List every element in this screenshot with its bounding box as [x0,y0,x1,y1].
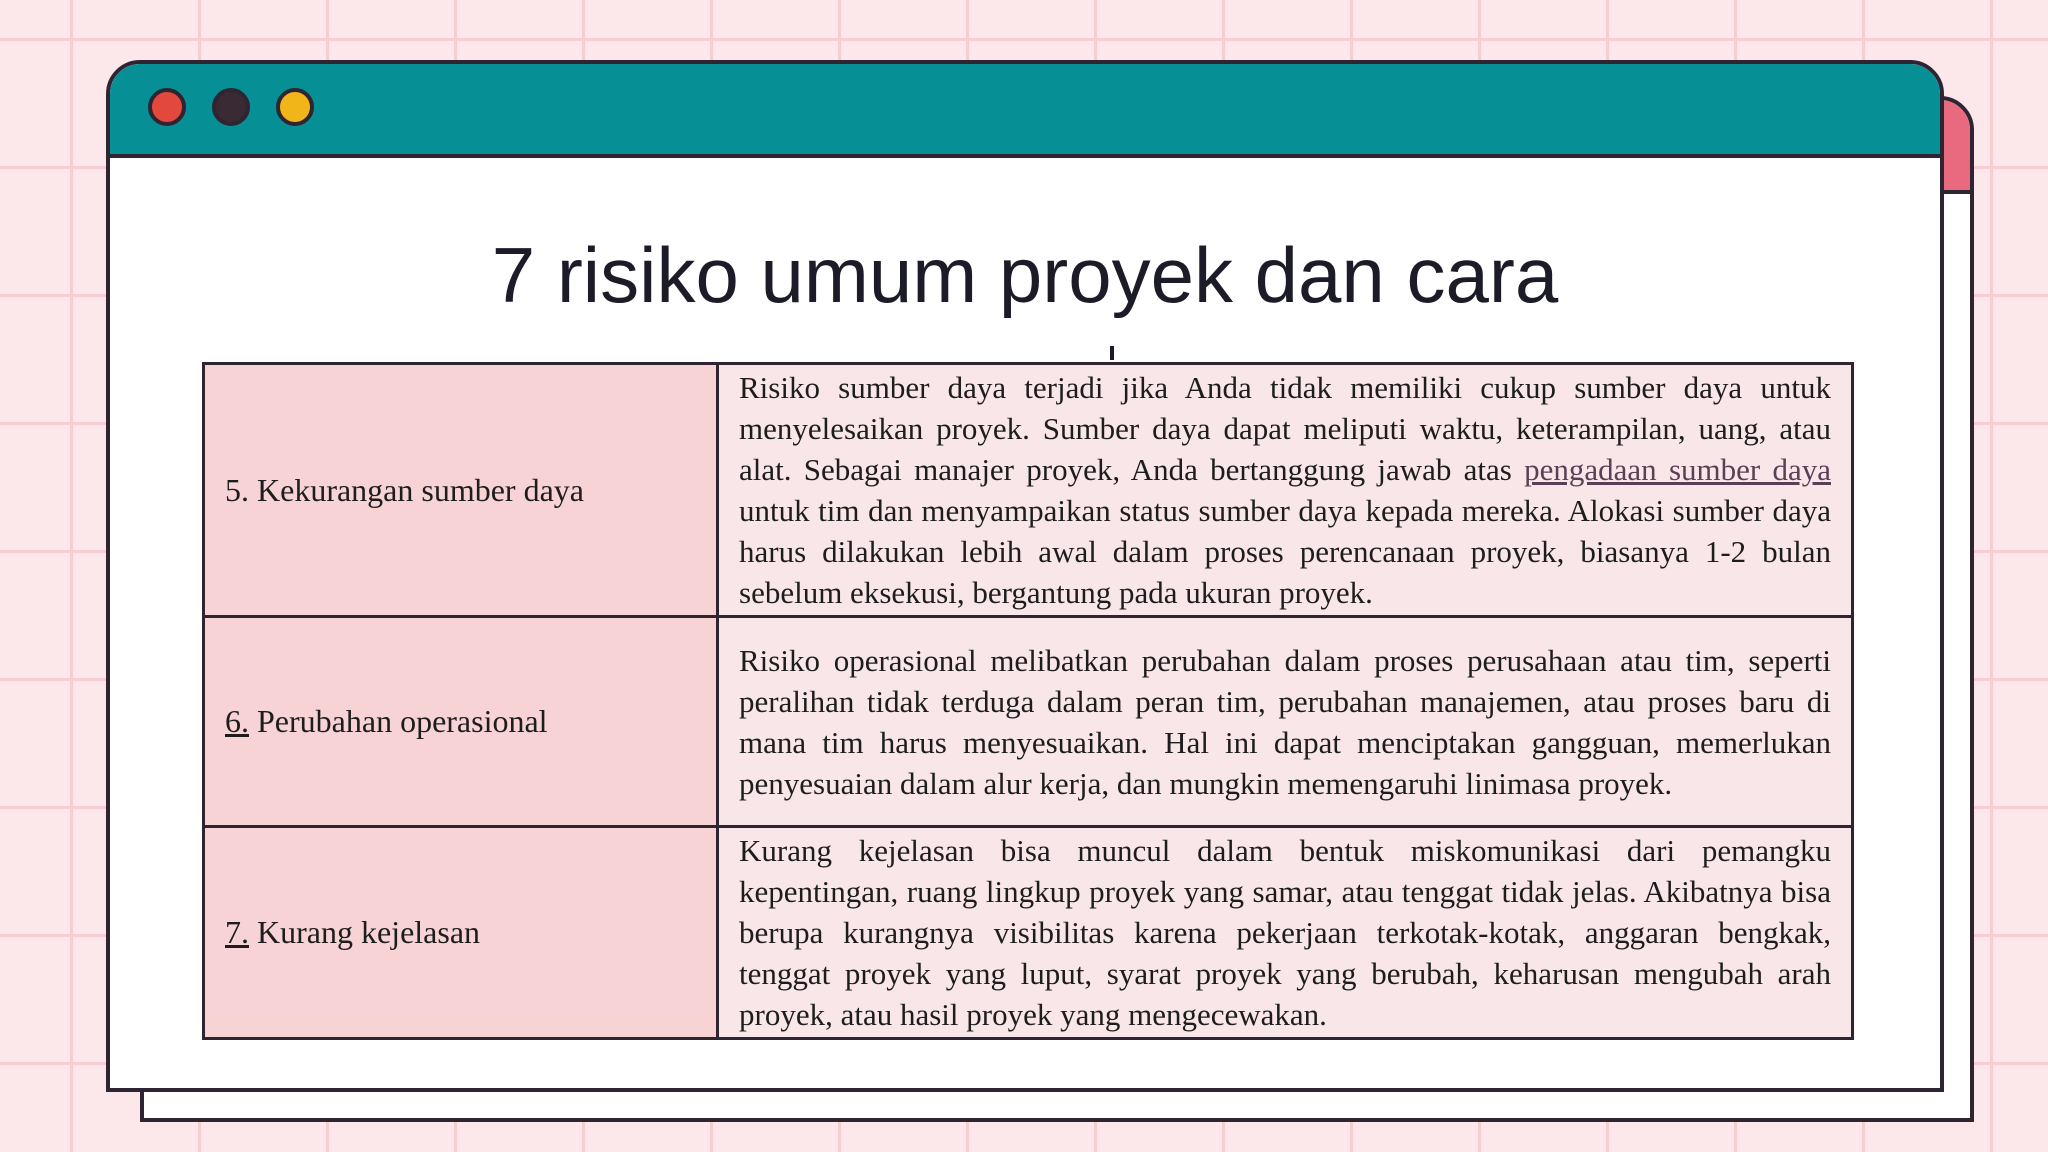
table-row [204,617,1853,827]
risk-name-cell [204,617,718,827]
risk-description: Risiko sumber daya terjadi jika Anda tidak memiliki cukup sumber daya untuk menyelesaikan proyek. Sumber daya dapat meliputi waktu, keterampilan, uang, atau alat. Sebagai manajer proyek, Anda bertanggung jawab atas [739,370,1831,487]
risk-description: Risiko operasional melibatkan perubahan dalam proses perusahaan atau tim, seperti peralihan tidak terduga dalam peran tim, perubahan manajemen, atau proses baru di mana tim harus menyesuaikan. Hal ini dapat menciptakan gangguan, memerlukan penyesuaian dalam alur kerja, dan mungkin memengaruhi linimasa proyek. [739,642,1831,801]
title-tick-mark [1110,346,1114,360]
risk-name-cell [204,827,718,1039]
maximize-dot-icon[interactable] [276,88,314,126]
risk-number: 6. [225,703,249,739]
slide-title: 7 risiko umum proyek dan cara [491,231,1559,319]
window-titlebar [110,64,1940,158]
risk-description-cell [718,617,1853,827]
pengadaan-sumber-daya-link[interactable]: pengadaan sumber daya [1524,452,1831,487]
risk-description: Kurang kejelasan bisa muncul dalam bentuk miskomunikasi dari pemangku kepentingan, ruang lingkup proyek yang samar, atau tenggat tidak jelas. Akibatnya bisa berupa kurangnya visibilitas karena pekerjaan terkotak-kotak, anggaran bengkak, tenggat proyek yang luput, syarat proyek yang berubah, keharusan mengubah arah proyek, atau hasil proyek yang mengecewakan. [739,833,1831,1032]
risk-name-cell [204,364,718,617]
slide-window [106,60,1944,1092]
risk-number: 5. [225,471,249,508]
risk-table [202,362,1854,1040]
table-row [204,827,1853,1039]
close-dot-icon[interactable] [148,88,186,126]
table-row [204,364,1853,617]
risk-description-cell [718,827,1853,1039]
risk-name: Kekurangan sumber daya [257,471,584,508]
minimize-dot-icon[interactable] [212,88,250,126]
risk-name: Perubahan operasional [257,703,548,739]
risk-description-continued: untuk tim dan menyampaikan status sumber daya kepada mereka. Alokasi sumber daya harus dilakukan lebih awal dalam proses perencanaan proyek, biasanya 1-2 bulan sebelum eksekusi, bergantung pada ukuran proyek. [739,493,1831,610]
risk-description-cell [718,364,1853,617]
risk-name: Kurang kejelasan [257,914,481,950]
risk-number: 7. [225,914,249,950]
